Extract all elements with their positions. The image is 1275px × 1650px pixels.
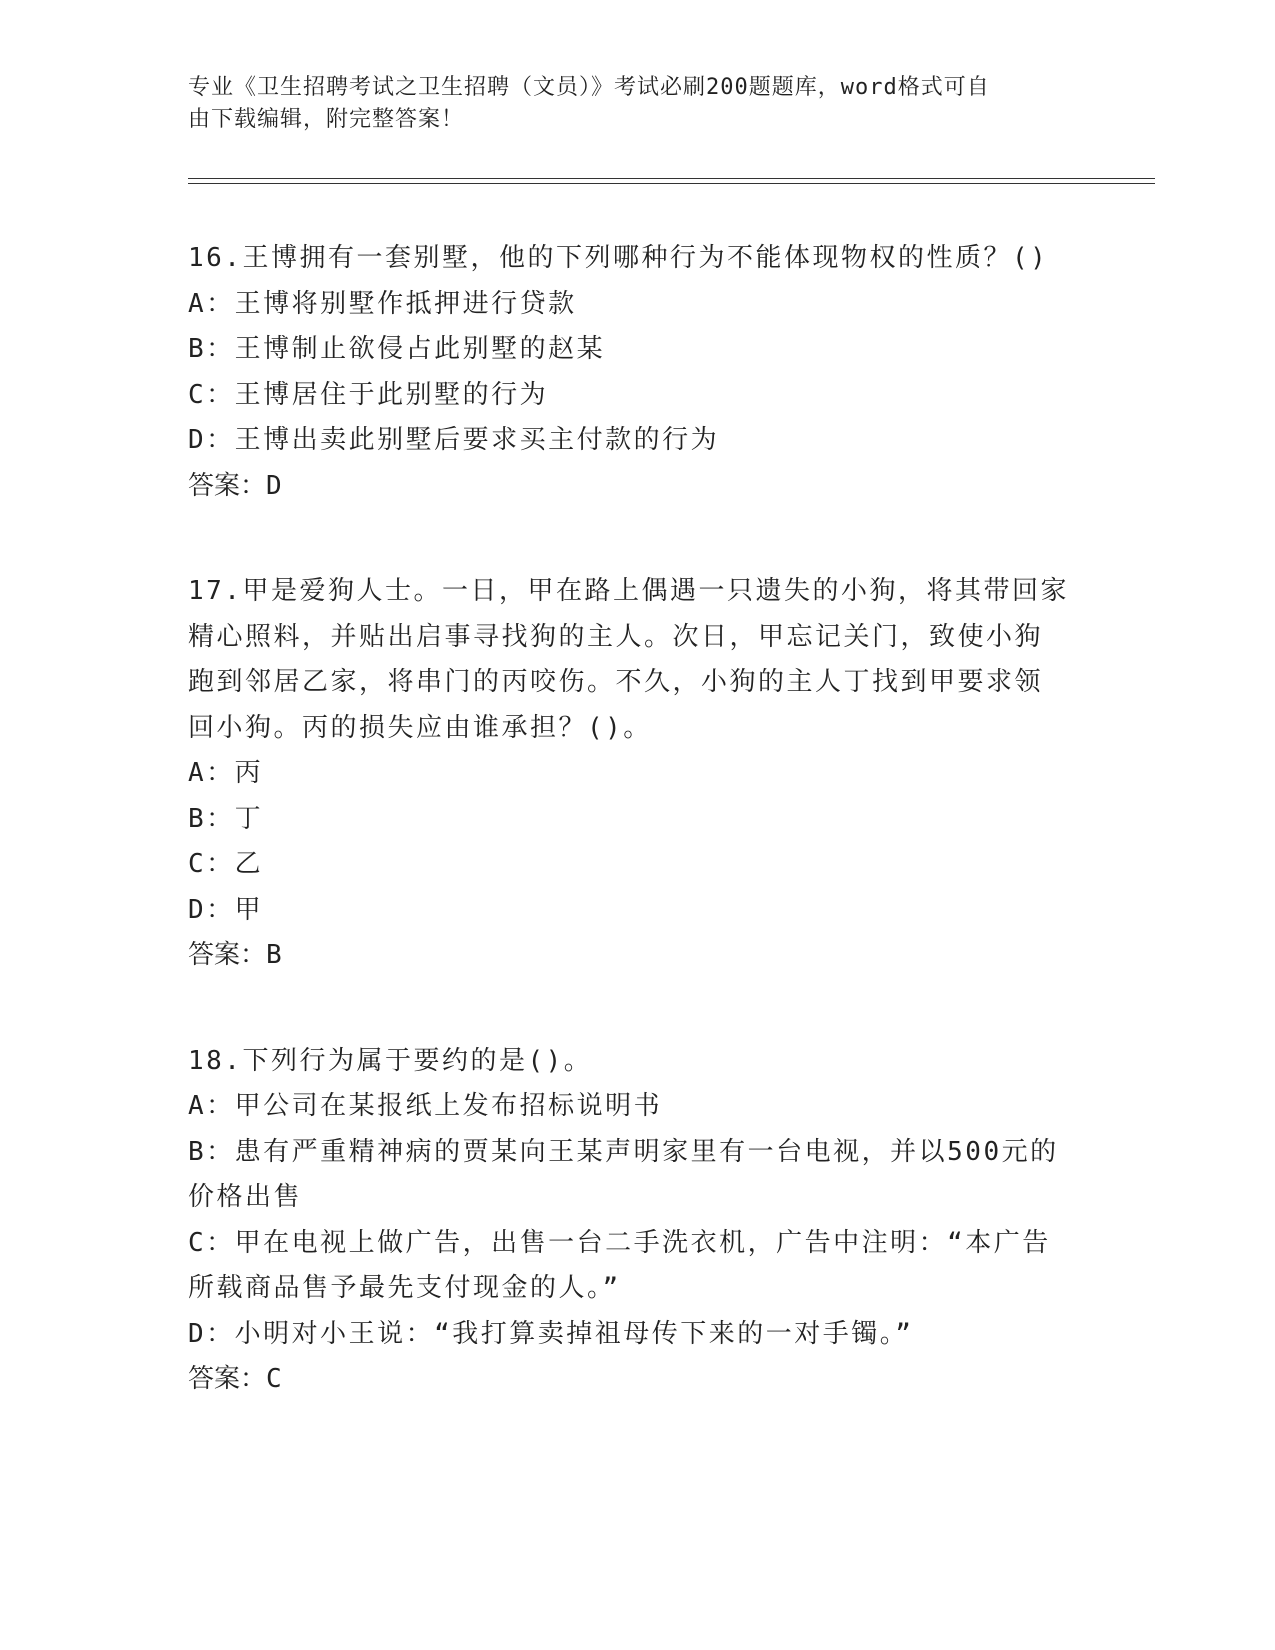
- option-b: B：王博制止欲侵占此别墅的赵某: [188, 334, 606, 364]
- option-b: B：丁: [188, 803, 264, 834]
- question-18: [188, 1039, 1088, 1403]
- answer: [188, 464, 1088, 510]
- header-line-2: 由下载编辑，附完整答案！: [188, 107, 465, 132]
- header-divider-bottom: [188, 183, 1155, 184]
- question-stem: 16.王博拥有一套别墅，他的下列哪种行为不能体现物权的性质？(): [188, 243, 1049, 273]
- answer-value: B: [266, 940, 283, 970]
- question-stem-line: 跑到邻居乙家，将串门的丙咬伤。不久，小狗的主人丁找到甲要求领: [188, 667, 1044, 697]
- option-b: B：患有严重精神病的贾某向王某声明家里有一台电视，并以500元的: [188, 1136, 1059, 1167]
- answer-label: 答案：: [188, 470, 267, 501]
- question-16: [188, 236, 1088, 509]
- question-17: [188, 569, 1088, 979]
- answer: [188, 933, 1088, 979]
- answer: [188, 1357, 1088, 1403]
- option-c: C：乙: [188, 849, 264, 879]
- question-stem-line: 17.甲是爱狗人士。一日，甲在路上偶遇一只遗失的小狗，将其带回家: [188, 576, 1069, 606]
- option-c: C：王博居住于此别墅的行为: [188, 379, 549, 410]
- option-d: D：小明对小王说：“我打算卖掉祖母传下来的一对手镯。”: [188, 1318, 914, 1349]
- question-list: [188, 236, 1088, 1463]
- answer-value: D: [266, 470, 283, 501]
- question-stem-line: 精心照料，并贴出启事寻找狗的主人。次日，甲忘记关门，致使小狗: [188, 621, 1044, 652]
- answer-label: 答案：: [188, 940, 267, 970]
- option-d: D：王博出卖此别墅后要求买主付款的行为: [188, 425, 720, 455]
- answer-label: 答案：: [188, 1364, 267, 1394]
- option-d: D：甲: [188, 894, 264, 925]
- option-a: A：甲公司在某报纸上发布招标说明书: [188, 1091, 663, 1121]
- option-c-continued: 所载商品售予最先支付现金的人。”: [188, 1273, 621, 1303]
- question-stem-line: 回小狗。丙的损失应由谁承担？()。: [188, 712, 652, 743]
- option-a: A：丙: [188, 758, 264, 788]
- option-b-continued: 价格出售: [188, 1182, 303, 1212]
- header-line-1: 专业《卫生招聘考试之卫生招聘（文员）》考试必刷200题题库，word格式可自: [188, 75, 990, 100]
- document-header: [188, 72, 1068, 136]
- option-c: C：甲在电视上做广告，出售一台二手洗衣机，广告中注明：“本广告: [188, 1227, 1051, 1258]
- option-a: A：王博将别墅作抵押进行贷款: [188, 288, 577, 319]
- header-divider-top: [188, 178, 1155, 179]
- question-stem: 18.下列行为属于要约的是()。: [188, 1045, 593, 1076]
- answer-value: C: [266, 1364, 283, 1394]
